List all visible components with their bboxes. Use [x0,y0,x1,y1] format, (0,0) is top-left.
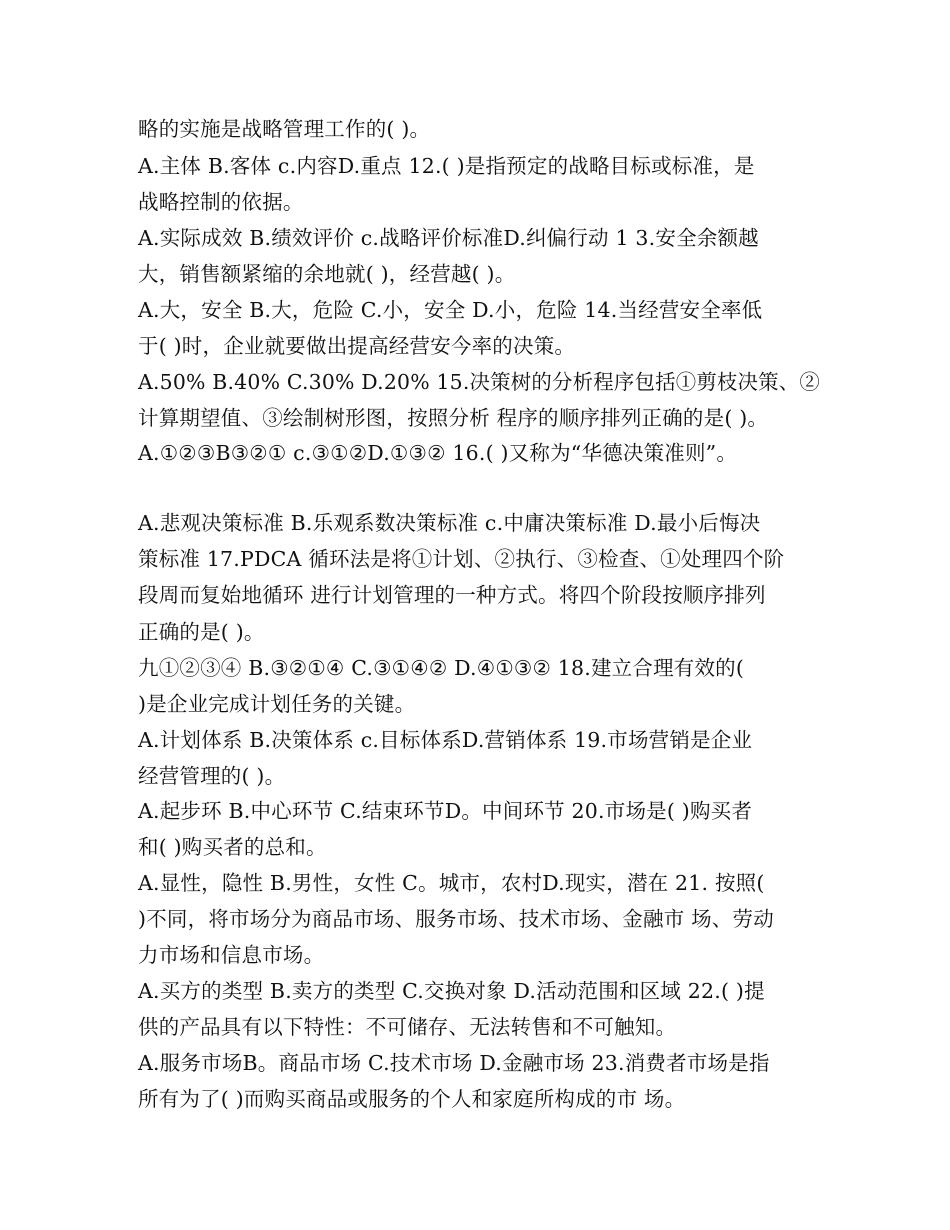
text-line: A.服务市场B。商品市场 C.技术市场 D.金融市场 23.消费者市场是指 [138,1051,770,1075]
text-line: A.悲观决策标准 B.乐观系数决策标准 c.中庸决策标准 D.最小后悔决 [138,511,761,535]
text-line: A.买方的类型 B.卖方的类型 C.交换对象 D.活动范围和区域 22.( )提 [138,979,765,1003]
text-line: A.起步环 B.中心环节 C.结束环节D。中间环节 20.市场是( )购买者 [138,799,753,823]
text-line: A.大，安全 B.大，危险 C.小，安全 D.小，危险 14.当经营安全率低 [138,298,763,322]
text-line: 正确的是( )。 [138,620,265,644]
text-line: 所有为了( )而购买商品或服务的个人和家庭所构成的市 场。 [138,1087,686,1111]
text-line: A.实际成效 B.绩效评价 c.战略评价标准D.纠偏行动 1 3.安全余额越 [138,226,759,250]
text-line: 九①②③④ B.③②①④ C.③①④② D.④①③② 18.建立合理有效的( [138,656,745,680]
text-line: 大，销售额紧缩的余地就( )，经营越( )。 [138,262,516,286]
text-line: 经营管理的( )。 [138,764,286,788]
text-line: A.①②③B③②① c.③①②D.①③② 16.( )又称为“华德决策准则”。 [138,441,738,465]
text-line: 于( )时，企业就要做出提高经营安今率的决策。 [138,334,576,358]
text-line: A.主体 B.客体 c.内容D.重点 12.( )是指预定的战略目标或标准，是 [138,154,755,178]
text-line: 力市场和信息市场。 [138,943,325,967]
text-line: 计算期望值、③绘制树形图，按照分析 程序的顺序排列正确的是( )。 [138,406,769,430]
text-line: )是企业完成计划任务的关键。 [138,692,416,716]
text-line: 战略控制的依据。 [138,190,304,214]
text-line: 供的产品具有以下特性：不可储存、无法转售和不可触知。 [138,1015,677,1039]
text-line: 段周而复始地循环 进行计划管理的一种方式。将四个阶段按顺序排列 [138,583,766,607]
text-line: 略的实施是战略管理工作的( )。 [138,117,431,141]
text-line: )不同，将市场分为商品市场、服务市场、技术市场、金融市 场、劳动 [138,907,774,931]
text-line: A.计划体系 B.决策体系 c.目标体系D.营销体系 19.市场营销是企业 [138,728,753,752]
text-line: A.显性，隐性 B.男性，女性 C。城市，农村D.现实，潜在 21. 按照( [138,871,765,895]
text-line: A.50% B.40% C.30% D.20% 15.决策树的分析程序包括①剪枝决策、② [138,370,821,394]
text-line: 和( )购买者的总和。 [138,835,327,859]
text-line: 策标准 17.PDCA 循环法是将①计划、②执行、③检查、①处理四个阶 [138,547,785,571]
